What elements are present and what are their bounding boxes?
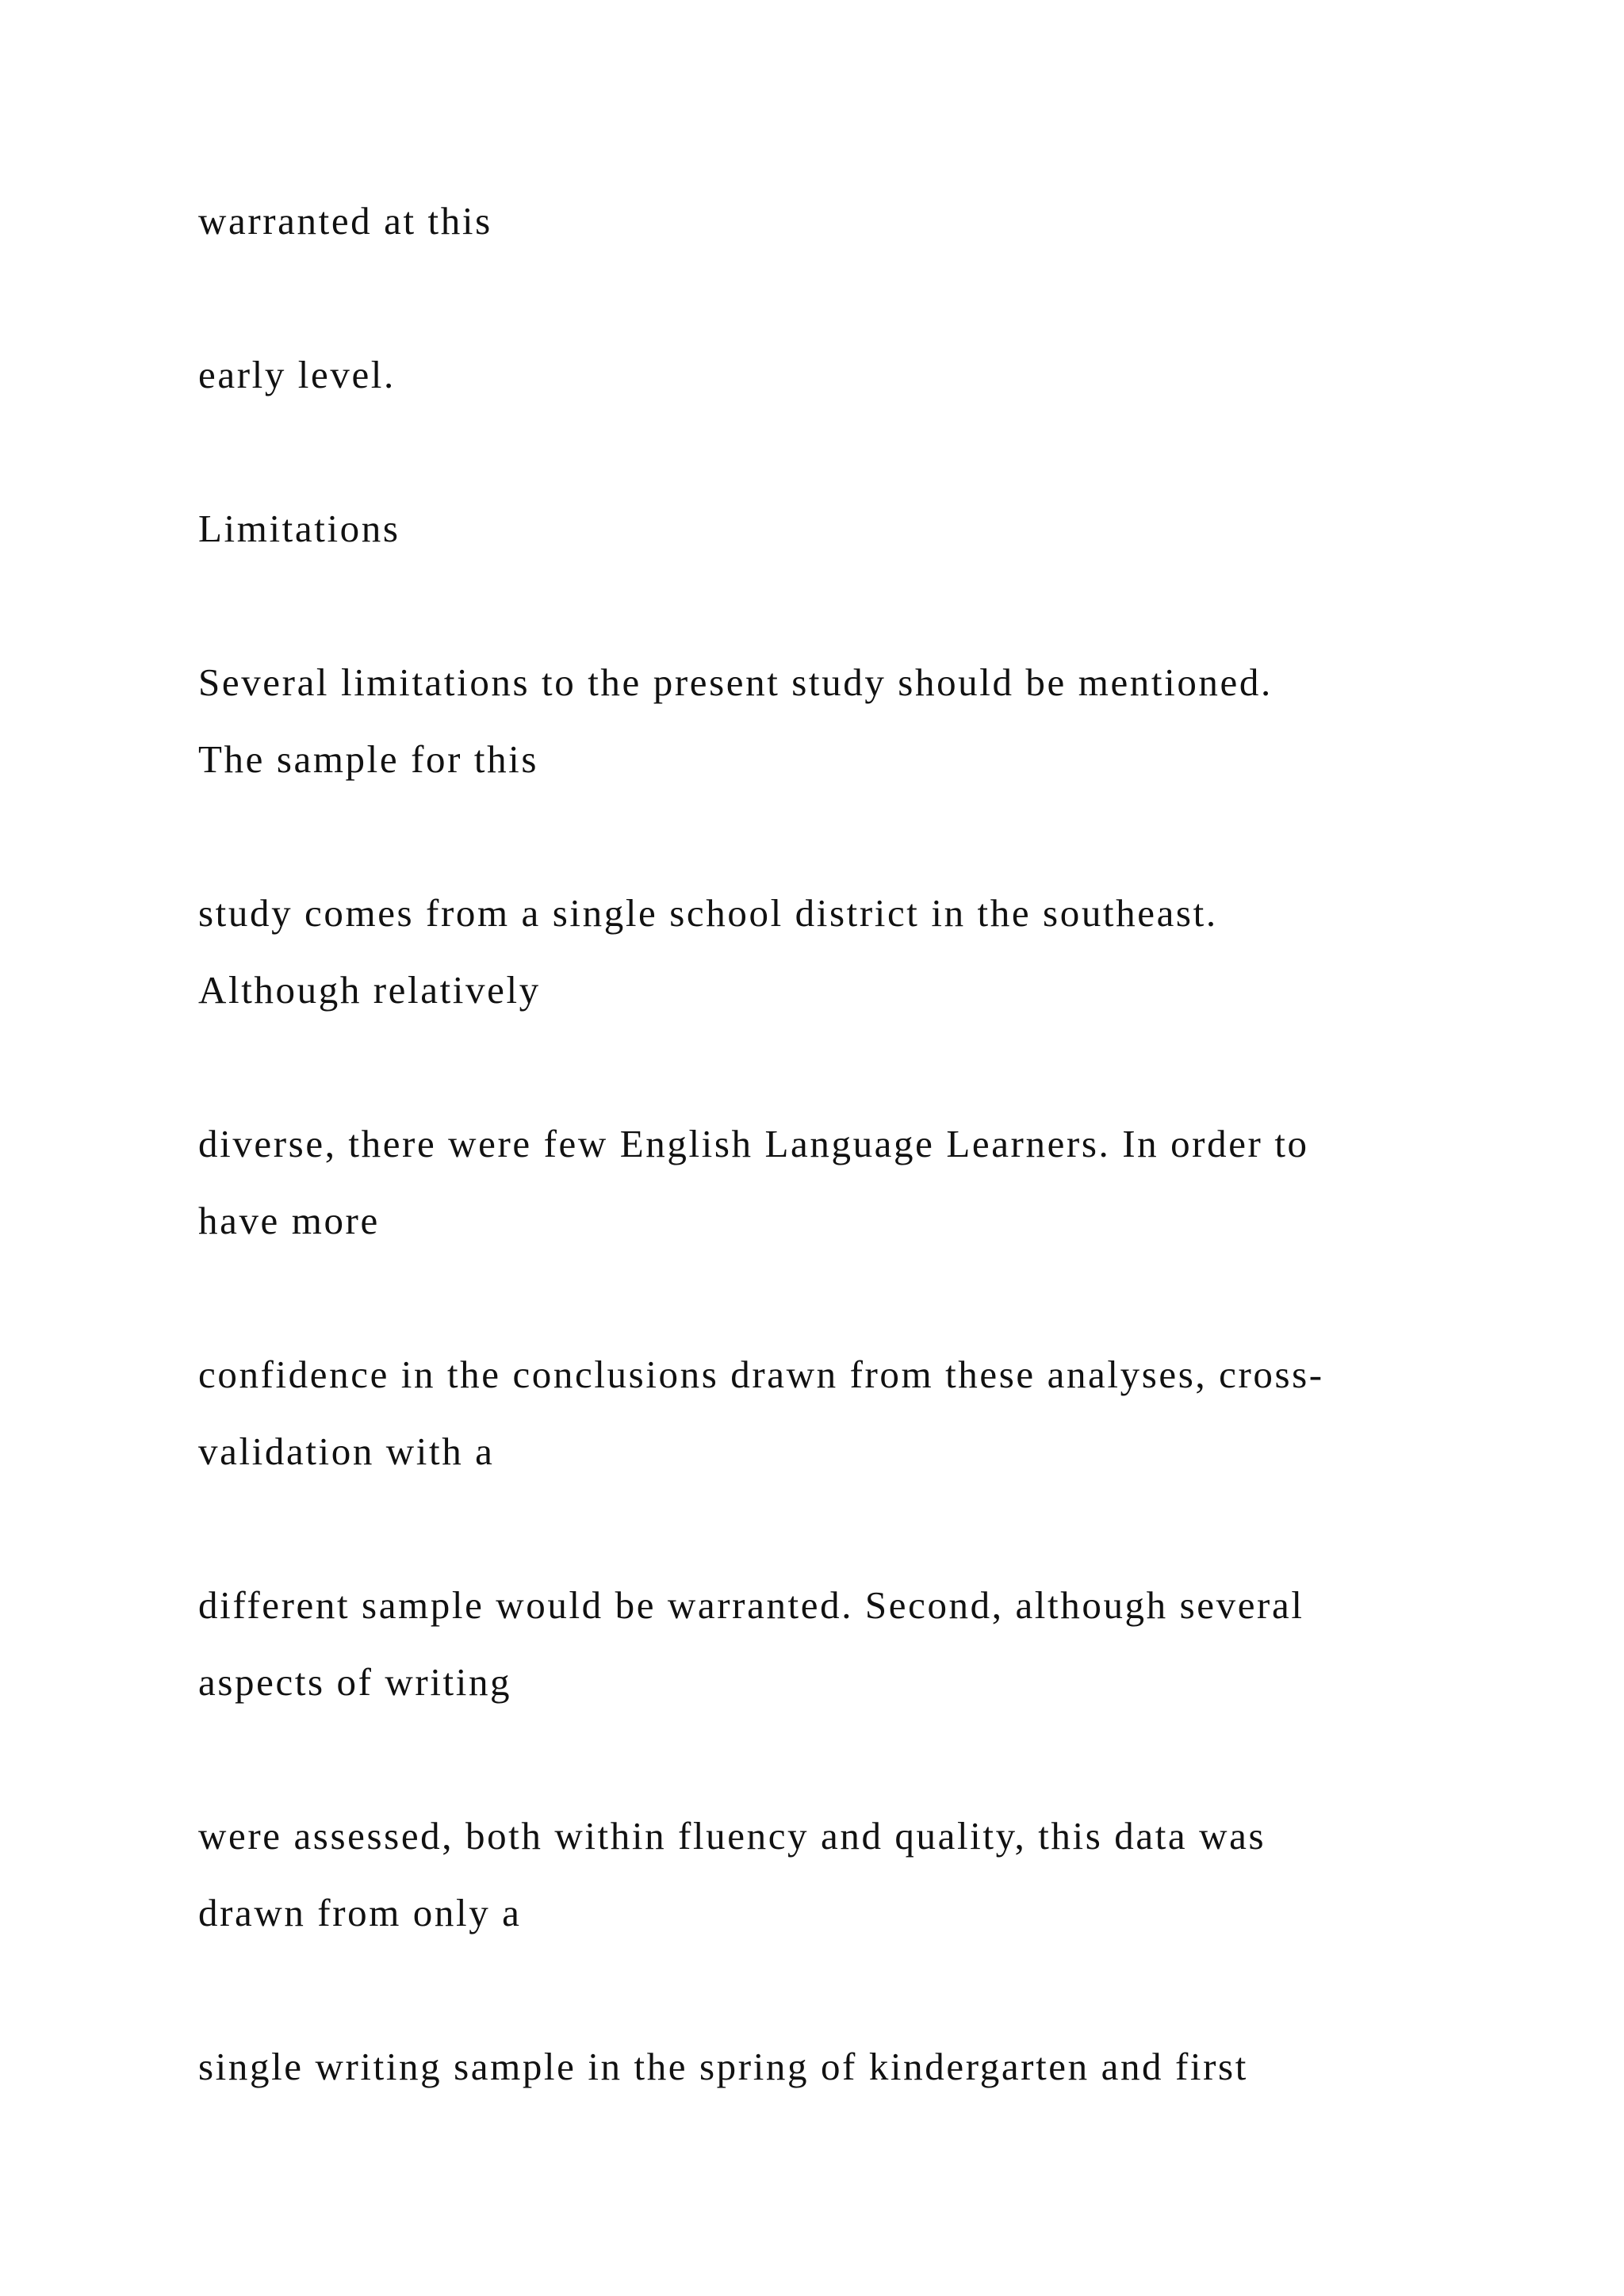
text-line: early level.	[198, 353, 396, 396]
text-line: aspects of writing	[198, 1660, 512, 1704]
text-line: warranted at this	[198, 199, 492, 243]
text-line: different sample would be warranted. Second, although several	[198, 1583, 1304, 1627]
text-line: single writing sample in the spring of kindergarten and first	[198, 2045, 1248, 2088]
text-line: study comes from a single school district in the southeast.	[198, 891, 1218, 935]
text-line: diverse, there were few English Language Learners. In order to	[198, 1122, 1309, 1165]
text-line: were assessed, both within fluency and quality, this data was	[198, 1814, 1266, 1858]
text-line: Several limitations to the present study should be mentioned.	[198, 660, 1273, 704]
text-line: The sample for this	[198, 737, 539, 781]
section-heading-limitations: Limitations	[198, 507, 400, 550]
text-line: have more	[198, 1199, 380, 1242]
text-line: Although relatively	[198, 968, 541, 1012]
text-line: validation with a	[198, 1429, 495, 1473]
text-line: drawn from only a	[198, 1891, 522, 1934]
text-line: confidence in the conclusions drawn from these analyses, cross-	[198, 1353, 1324, 1396]
